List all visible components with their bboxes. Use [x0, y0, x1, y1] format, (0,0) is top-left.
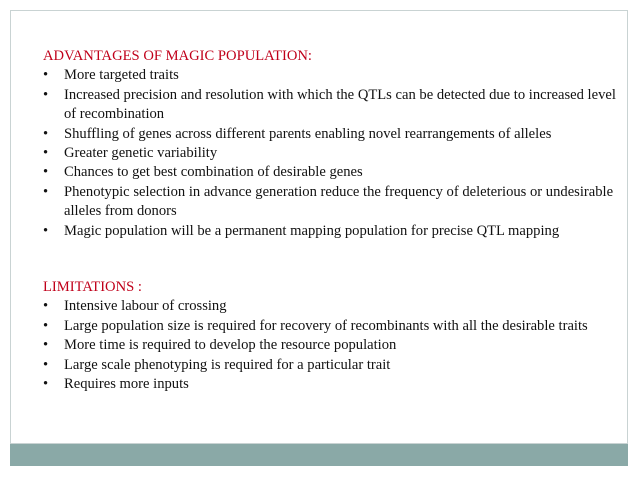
advantage-text: More targeted traits	[64, 67, 179, 84]
advantage-item	[43, 144, 618, 163]
advantage-text: Shuffling of genes across different parents enabling novel rearrangements of alleles	[64, 125, 552, 142]
limitation-text: Requires more inputs	[64, 376, 189, 393]
advantage-item	[43, 163, 618, 182]
bullet-icon: •	[43, 86, 49, 103]
advantages-list	[43, 66, 618, 241]
bullet-icon: •	[43, 298, 49, 315]
limitation-item	[43, 336, 618, 355]
limitation-text: More time is required to develop the resource population	[64, 337, 397, 354]
bullet-icon: •	[43, 125, 49, 142]
limitation-item	[43, 375, 618, 394]
bullet-icon: •	[43, 222, 49, 239]
limitations-heading: LIMITATIONS :	[43, 279, 142, 296]
advantage-text: Increased precision and resolution with which the QTLs can be detected due to increased level of recombination	[64, 86, 616, 123]
advantage-text: Magic population will be a permanent mapping population for precise QTL mapping	[64, 222, 560, 239]
bullet-icon: •	[43, 337, 49, 354]
limitation-text: Large population size is required for recovery of recombinants with all the desirable traits	[64, 317, 588, 334]
slide-content	[43, 47, 618, 395]
limitation-item	[43, 317, 618, 336]
limitation-text: Intensive labour of crossing	[64, 298, 227, 315]
advantage-text: Greater genetic variability	[64, 145, 218, 162]
footer-bar	[10, 444, 628, 466]
limitation-item	[43, 297, 618, 316]
advantage-item	[43, 86, 618, 125]
advantage-text: Chances to get best combination of desirable genes	[64, 164, 363, 181]
bullet-icon: •	[43, 376, 49, 393]
advantage-item	[43, 222, 618, 241]
advantage-item	[43, 183, 618, 222]
limitations-list	[43, 297, 618, 394]
bullet-icon: •	[43, 356, 49, 373]
bullet-icon: •	[43, 164, 49, 181]
advantage-text: Phenotypic selection in advance generation reduce the frequency of deleterious or undesirable alleles from donors	[64, 183, 614, 220]
limitation-text: Large scale phenotyping is required for a particular trait	[64, 356, 391, 373]
advantage-item	[43, 66, 618, 85]
advantages-heading: ADVANTAGES OF MAGIC POPULATION:	[43, 48, 312, 64]
bullet-icon: •	[43, 317, 49, 334]
advantage-item	[43, 125, 618, 144]
bullet-icon: •	[43, 145, 49, 162]
section-spacer	[43, 241, 618, 278]
limitation-item	[43, 356, 618, 375]
bullet-icon: •	[43, 67, 49, 84]
bullet-icon: •	[43, 183, 49, 200]
